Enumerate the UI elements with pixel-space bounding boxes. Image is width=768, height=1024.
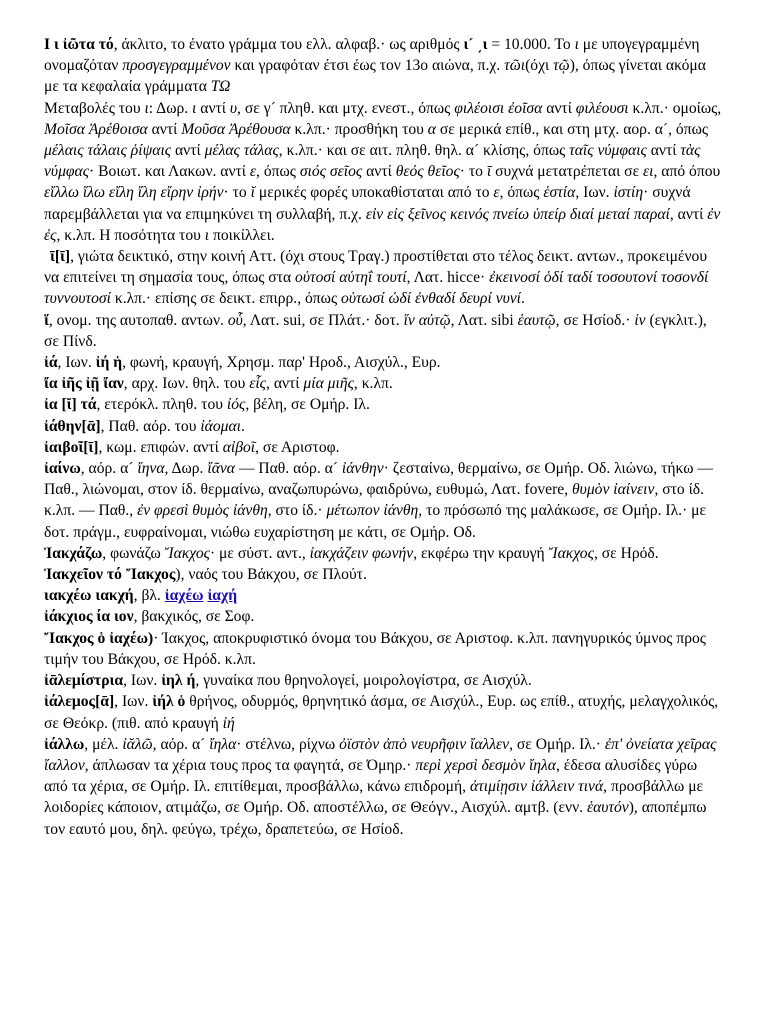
dictionary-entry-ialemos bbox=[44, 691, 724, 733]
headword-text: ἰᾱλεμίστρια bbox=[44, 672, 124, 690]
italic-form-text: ἑστία bbox=[543, 184, 576, 202]
italic-form-text: νυνί bbox=[495, 290, 522, 308]
italic-form-text: οὗ bbox=[227, 311, 243, 329]
italic-form-text: ι bbox=[574, 36, 579, 53]
headword-text: [ῐ] bbox=[61, 396, 77, 414]
headword-text: Ἴακχος bbox=[44, 629, 94, 647]
definition-text: · συχνά παρεμβάλλεται για να επιμηκύνει τη συλλαβή, π.χ. bbox=[44, 184, 691, 223]
italic-form-text: θεῖος bbox=[427, 163, 460, 181]
italic-form-text: Ἀρέθοισα bbox=[88, 120, 148, 138]
italic-form-text: τὰς νύμφας bbox=[44, 142, 701, 181]
italic-form-text: ταῖς νύμφαις bbox=[569, 142, 647, 160]
headword-text: ι´ bbox=[463, 36, 474, 53]
definition-text: , κ.λπ. bbox=[353, 375, 393, 393]
headword-text: ὁ bbox=[97, 629, 106, 647]
italic-form-text: θεός bbox=[395, 163, 424, 181]
dictionary-entry-ia-ies-ian bbox=[44, 373, 724, 394]
headword-text: ἴα bbox=[44, 375, 58, 393]
definition-text: , ονομ. της αυτοπαθ. αντων. bbox=[48, 311, 228, 329]
italic-form-text: ἴηνα bbox=[137, 460, 165, 478]
italic-form-text: Μοῦσα bbox=[181, 120, 226, 138]
definition-text: , αρχ. Ιων. θηλ. του bbox=[123, 375, 250, 393]
italic-form-text: ἐν φρεσὶ θυμὸς ἰάνθη bbox=[137, 502, 268, 520]
definition-text: αντί bbox=[171, 142, 205, 160]
headword-text: ἴαν bbox=[103, 375, 124, 393]
headword-text: ῑ[ῑ] bbox=[50, 248, 71, 266]
italic-form-text: ἑαυτόν bbox=[586, 799, 629, 817]
dictionary-entry-iaino bbox=[44, 458, 724, 543]
definition-text: , στο ίδ. κ.λπ. — Παθ., bbox=[44, 481, 705, 520]
italic-form-text: εἴλλω bbox=[44, 184, 79, 202]
headword-text: ἰήλ bbox=[152, 693, 174, 711]
italic-form-text: πνείω bbox=[492, 205, 530, 223]
definition-text: ), όπως γίνεται ακόμα με τα κεφαλαία γράμματα bbox=[44, 57, 706, 96]
italic-form-text: ἑαυτῷ bbox=[517, 311, 556, 329]
dictionary-page bbox=[44, 34, 724, 840]
italic-form-text: τῷ bbox=[553, 57, 570, 75]
definition-text: , σε Ομήρ. Ιλ.· bbox=[509, 735, 605, 753]
headword-text: ιακχέω bbox=[44, 587, 92, 605]
headword-text: ἰηλ bbox=[161, 672, 183, 690]
definition-text: με υπογεγραμμένη ονομαζόταν bbox=[44, 36, 700, 75]
definition-text: αντί bbox=[646, 142, 681, 160]
italic-form-text: αἰβοῖ bbox=[222, 438, 256, 456]
italic-form-text: ἵν αὐτῷ bbox=[403, 311, 451, 329]
italic-form-text: φιλέοισι ἐοῖσα bbox=[454, 99, 543, 117]
definition-text: , το πρόσωπό της μαλάκωσε, σε Ομήρ. Ιλ.· με δοτ. πράγμ., ευφραίνομαι, νιώθω ευχαρίστηση με κάτι, σε Ομήρ. Οδ. bbox=[44, 502, 707, 541]
headword-text: ἰαίνω bbox=[44, 460, 81, 478]
italic-form-text: ὑπείρ bbox=[533, 205, 566, 223]
italic-form-text: ἰᾰλῶ bbox=[122, 735, 153, 753]
definition-text: και γραφόταν έτσι έως τον 13ο αιώνα, π.χ. bbox=[230, 57, 505, 75]
headword-text: ἰή bbox=[95, 354, 110, 372]
italic-form-text: ἐν bbox=[707, 205, 721, 223]
definition-text: (όχι bbox=[525, 57, 554, 75]
italic-form-text: ἰακχάζειν φωνήν bbox=[309, 544, 414, 562]
headword-text: Ἴακχος bbox=[125, 566, 176, 584]
headword-text: ιον bbox=[113, 608, 134, 626]
italic-form-text: μιῆς bbox=[327, 375, 354, 393]
italic-form-text: τυννουτοσί bbox=[44, 290, 111, 308]
italic-form-text: οὑτωσί bbox=[341, 290, 385, 308]
headword-text: ἰα bbox=[44, 396, 58, 414]
definition-text: · ζεσταίνω, θερμαίνω, σε Ομήρ. Οδ. λιώνω, τήκω — Παθ., λιώνομαι, στον ίδ. θερμαίνω, αναζωπυρώνω, φαιδρύνω, ευθυμώ, Λατ. fovere, bbox=[44, 460, 713, 499]
italic-form-text: ε bbox=[249, 163, 257, 181]
definition-text: : Δωρ. bbox=[148, 99, 193, 117]
headword-text: ἰάθην[ᾱ] bbox=[44, 417, 101, 435]
definition-text: · στέλνω, ρίχνω bbox=[236, 735, 340, 753]
dictionary-entry-iakcheion bbox=[44, 564, 724, 585]
dictionary-entry-i-deictic bbox=[44, 246, 724, 310]
headword-text: Ι ι ἰῶτα τό bbox=[44, 36, 114, 53]
definition-text: , φωνή, κραυγή, Χρησμ. παρ' Ηροδ., Αισχύλ., Ευρ. bbox=[122, 354, 441, 372]
italic-form-text: διαί bbox=[569, 205, 594, 223]
italic-form-text: εἷς bbox=[249, 375, 267, 393]
italic-form-text: ἐκεινοσί bbox=[489, 269, 540, 287]
definition-text: , κ.λπ.· και σε αιτ. πληθ. θηλ. α´ κλίσης, όπως bbox=[278, 142, 570, 160]
italic-form-text: τοσουτονί bbox=[596, 269, 658, 287]
headword-text: ὁ bbox=[177, 693, 186, 711]
definition-text: , Ιων. bbox=[575, 184, 614, 202]
definition-text: , αόρ. α´ bbox=[152, 735, 210, 753]
definition-text: , ετερόκλ. πληθ. του bbox=[96, 396, 227, 414]
italic-form-text: οὑτοσί αὑτηΐ bbox=[295, 269, 373, 287]
italic-form-text: μέλας bbox=[204, 142, 240, 160]
definition-text: , φωνάζω bbox=[102, 544, 165, 562]
definition-text: . bbox=[521, 290, 525, 308]
definition-text: Μεταβολές του bbox=[44, 99, 145, 117]
definition-text: · με σύστ. αντ., bbox=[209, 544, 310, 562]
definition-text: , κ.λπ. Η ποσότητα του bbox=[56, 226, 205, 244]
italic-form-text: ι bbox=[192, 99, 197, 117]
italic-form-text: ἰή bbox=[222, 714, 235, 732]
definition-text: , Δωρ. bbox=[164, 460, 208, 478]
definition-text: — Παθ. αόρ. α´ bbox=[234, 460, 342, 478]
definition-text: μερικές φορές υποκαθίσταται από το bbox=[254, 184, 494, 202]
italic-form-text: ταδί bbox=[567, 269, 593, 287]
italic-form-text: ἴλω bbox=[82, 184, 106, 202]
italic-form-text: παραί bbox=[633, 205, 670, 223]
definition-text: κ.λπ.· ομοίως, bbox=[628, 99, 722, 117]
definition-text: , σε Αριστοφ. bbox=[255, 438, 340, 456]
definition-text: · το bbox=[459, 163, 487, 181]
cross-reference-link[interactable]: ἰαχή bbox=[207, 587, 238, 605]
definition-text: , εκφέρω την κραυγή bbox=[413, 544, 549, 562]
italic-form-text: ἴηλα bbox=[209, 735, 237, 753]
italic-form-text: ῐ bbox=[250, 184, 255, 202]
italic-form-text: ὁδί bbox=[543, 269, 564, 287]
definition-text: ποικίλλει. bbox=[209, 226, 275, 244]
definition-text: , αντί bbox=[266, 375, 304, 393]
italic-form-text: ἐπ' ὀνείατα χεῖρας ἴαλλον bbox=[44, 735, 717, 774]
italic-form-text: τῶι bbox=[504, 57, 526, 75]
italic-form-text: δευρί bbox=[459, 290, 492, 308]
definition-text: (εγκλιτ.), σε Πίνδ. bbox=[44, 311, 707, 350]
definition-text: , από όπου bbox=[653, 163, 721, 181]
italic-form-text: ι bbox=[144, 99, 149, 117]
italic-form-text: ἰάνθην bbox=[341, 460, 384, 478]
definition-text: κ.λπ.· προσθήκη του bbox=[290, 120, 428, 138]
definition-text: αντί bbox=[542, 99, 576, 117]
definition-text: , Λατ. hicce· bbox=[406, 269, 490, 287]
definition-text: ), ναός του Βάκχου, σε Πλούτ. bbox=[175, 566, 367, 584]
headword-text: ία bbox=[96, 608, 111, 626]
dictionary-entry-iota bbox=[44, 34, 724, 246]
headword-text: ή bbox=[186, 672, 196, 690]
headword-text: τό bbox=[106, 566, 122, 584]
italic-form-text: ι bbox=[204, 226, 210, 244]
headword-text: ἰά bbox=[44, 354, 58, 372]
definition-text: , βακχικός, σε Σοφ. bbox=[133, 608, 255, 626]
entry-list bbox=[44, 34, 724, 840]
italic-form-text: σιός bbox=[299, 163, 326, 181]
italic-form-text: ΤΩ bbox=[210, 78, 231, 96]
definition-text: , βέλη, σε Ομήρ. Ιλ. bbox=[245, 396, 370, 414]
italic-form-text: εἴλη ἴλη bbox=[108, 184, 157, 202]
definition-text: , στο ίδ.· bbox=[267, 502, 327, 520]
definition-text: , Λατ. sui, σε Πλάτ.· δοτ. bbox=[242, 311, 404, 329]
headword-text: Ἰακχεῖον bbox=[44, 566, 103, 584]
dictionary-entry-iathen bbox=[44, 416, 724, 437]
headword-text: ἰάκχιος bbox=[44, 608, 93, 626]
definition-text: = 10.000. Το bbox=[487, 36, 575, 53]
definition-text: αντί bbox=[362, 163, 396, 181]
definition-text: · Ίακχος, αποκρυφιστικό όνομα του Βάκχου, σε Αριστοφ. κ.λπ. πανηγυρικός ύμνος προς τιμήν του Βάκχου, σε Ηρόδ. κ.λπ. bbox=[44, 629, 706, 668]
italic-form-text: ἱν bbox=[634, 311, 646, 329]
definition-text: , αντί bbox=[669, 205, 708, 223]
italic-form-text: ὀϊστὸν ἀπὸ νευρῆφιν ἴαλλεν bbox=[339, 735, 510, 753]
italic-form-text: τοσονδί bbox=[661, 269, 709, 287]
italic-form-text: περὶ χερσὶ δεσμὸν ἴηλα bbox=[415, 756, 556, 774]
italic-form-text: ἰάομαι bbox=[200, 417, 241, 435]
dictionary-entry-iallo bbox=[44, 734, 724, 840]
definition-text: αντί bbox=[147, 120, 182, 138]
dictionary-entry-ia bbox=[44, 352, 724, 373]
headword-text: ἰάλλω bbox=[44, 735, 85, 753]
italic-form-text: μεταί bbox=[597, 205, 630, 223]
italic-form-text: μία bbox=[303, 375, 324, 393]
italic-form-text: ει bbox=[643, 163, 654, 181]
italic-form-text: Ἀρέθουσα bbox=[228, 120, 291, 138]
italic-form-text: μέτωπον ἰάνθη bbox=[326, 502, 419, 520]
definition-text: σε μερικά επίθ., και στη μτχ. αορ. α´, όπως bbox=[435, 120, 709, 138]
definition-text: , σε Ησίοδ.· bbox=[555, 311, 635, 329]
definition-text: , όπως bbox=[256, 163, 300, 181]
definition-text: κ.λπ.· επίσης σε δεικτ. επιρρ., όπως bbox=[110, 290, 342, 308]
headword-text: ἰαχέω) bbox=[109, 629, 154, 647]
headword-text: ἰαιβοῖ[ῑ] bbox=[44, 438, 99, 456]
italic-form-text: ἰός bbox=[226, 396, 246, 414]
dictionary-entry-iaiboi bbox=[44, 437, 724, 458]
italic-form-text: ἱστίη bbox=[613, 184, 644, 202]
dictionary-entry-iakcheo bbox=[44, 585, 724, 606]
dictionary-entry-iakchazo bbox=[44, 543, 724, 564]
headword-text: Ἰακχάζω bbox=[44, 544, 103, 562]
italic-form-text: ἐνθαδί bbox=[415, 290, 456, 308]
headword-text: ἰῇ bbox=[85, 375, 100, 393]
italic-form-text: φιλέουσι bbox=[575, 99, 629, 117]
italic-form-text: ε bbox=[493, 184, 500, 202]
headword-text: ἰῆς bbox=[61, 375, 82, 393]
headword-text: τά bbox=[80, 396, 97, 414]
dictionary-entry-iakchios bbox=[44, 606, 724, 627]
definition-text: , Ιων. bbox=[57, 354, 96, 372]
definition-text: ), αποπέμπω τον εαυτό μου, δηλ. φεύγω, τρέχω, δραπετεύω, σε Ησίοδ. bbox=[44, 799, 707, 838]
definition-text: , μέλ. bbox=[84, 735, 123, 753]
cross-reference-link[interactable]: ἰαχέω bbox=[164, 587, 204, 605]
italic-form-text: Ἴακχος bbox=[164, 544, 210, 562]
italic-form-text: υ bbox=[229, 99, 238, 117]
italic-form-text: Μοῖσα bbox=[44, 120, 85, 138]
italic-form-text: εἰν bbox=[365, 205, 384, 223]
italic-form-text: κεινός bbox=[449, 205, 489, 223]
definition-text: , σε Ηρόδ. bbox=[593, 544, 659, 562]
definition-text: , γυναίκα που θρηνολογεί, μοιρολογίστρα, σε Αισχύλ. bbox=[195, 672, 532, 690]
dictionary-entry-ia-ta bbox=[44, 394, 724, 415]
definition-text: , όπως bbox=[499, 184, 544, 202]
italic-form-text: ἀτιμίῃσιν ἰάλλειν τινά bbox=[469, 778, 604, 796]
definition-text: , αόρ. α´ bbox=[80, 460, 138, 478]
definition-text: , σε γ´ πληθ. και μτχ. ενεστ., όπως bbox=[237, 99, 455, 117]
definition-text: , Ιων. bbox=[114, 693, 153, 711]
headword-text: ἡ bbox=[113, 354, 123, 372]
headword-text: ͵ι bbox=[477, 36, 488, 53]
definition-text: · το bbox=[223, 184, 251, 202]
definition-text: , γιώτα δεικτικό, στην κοινή Αττ. (όχι στους Τραγ.) προστίθεται στο τέλος δεικτ. αντων., προκειμένου να επιτείνει τη σημασία τους, όπως στα bbox=[44, 248, 708, 287]
definition-text: συχνά μετατρέπεται σε bbox=[491, 163, 644, 181]
dictionary-entry-i-pronoun bbox=[44, 310, 724, 352]
definition-text: , Παθ. αόρ. του bbox=[100, 417, 201, 435]
definition-text: θρήνος, οδυρμός, θρηνητικό άσμα, σε Αισχύλ., Ευρ. ως επίθ., ατυχής, μελαγχολικός, σε Θεόκρ. (πιθ. από κραυγή bbox=[44, 693, 719, 732]
italic-form-text: προσγεγραμμένον bbox=[122, 57, 231, 75]
italic-form-text: εἴρην bbox=[160, 184, 194, 202]
definition-text: , κωμ. επιφών. αντί bbox=[98, 438, 223, 456]
definition-text: , βλ. bbox=[133, 587, 165, 605]
definition-text: , Λατ. sibi bbox=[450, 311, 518, 329]
italic-form-text: ἰρήν bbox=[197, 184, 224, 202]
definition-text: , προσβάλλω με λοιδορίες κάποιον, ατιμάζω, σε Ομήρ. Οδ. αποστέλλω, σε Θεόγν., Αισχύλ. αμτβ. (ενν. bbox=[44, 778, 704, 817]
definition-text: · Βοιωτ. και Λακων. αντί bbox=[89, 163, 250, 181]
italic-form-text: τάλας bbox=[243, 142, 279, 160]
italic-form-text: τουτί bbox=[376, 269, 407, 287]
italic-form-text: μέλαις τάλαις bbox=[44, 142, 127, 160]
definition-text: , έδεσα αλυσίδες γύρω από τα χέρια, σε Ομήρ. Ιλ. επιτίθεμαι, προσβάλλω, κάνω επιδρομή, bbox=[44, 756, 698, 796]
italic-form-text: ἴᾶνα bbox=[207, 460, 235, 478]
italic-form-text: ῥίψαις bbox=[130, 142, 172, 160]
definition-text: , Ιων. bbox=[123, 672, 162, 690]
dictionary-entry-ialemistria bbox=[44, 670, 724, 691]
definition-text: αντί bbox=[196, 99, 230, 117]
definition-text: . bbox=[241, 417, 245, 435]
headword-text: ιακχή bbox=[95, 587, 134, 605]
italic-form-text: ὡδί bbox=[388, 290, 412, 308]
italic-form-text: σεῖος bbox=[329, 163, 363, 181]
italic-form-text: ἐς bbox=[44, 226, 57, 244]
italic-form-text: θυμὸν ἰαίνειν bbox=[572, 481, 655, 499]
italic-form-text: εἰς ξεῖνος bbox=[387, 205, 447, 223]
italic-form-text: α bbox=[427, 120, 436, 138]
headword-text: ἰάλεμος[ᾱ] bbox=[44, 693, 115, 711]
italic-form-text: ῑ bbox=[486, 163, 492, 181]
headword-text: ἵ bbox=[44, 311, 49, 329]
dictionary-entry-iakchos bbox=[44, 628, 724, 670]
definition-text: , άπλωσαν τα χέρια τους προς τα φαγητά, σε Όμηρ.· bbox=[84, 756, 416, 774]
definition-text: , άκλιτο, το ένατο γράμμα του ελλ. αλφαβ.· ως αριθμός bbox=[113, 36, 464, 53]
italic-form-text: Ἴακχος bbox=[548, 544, 594, 562]
